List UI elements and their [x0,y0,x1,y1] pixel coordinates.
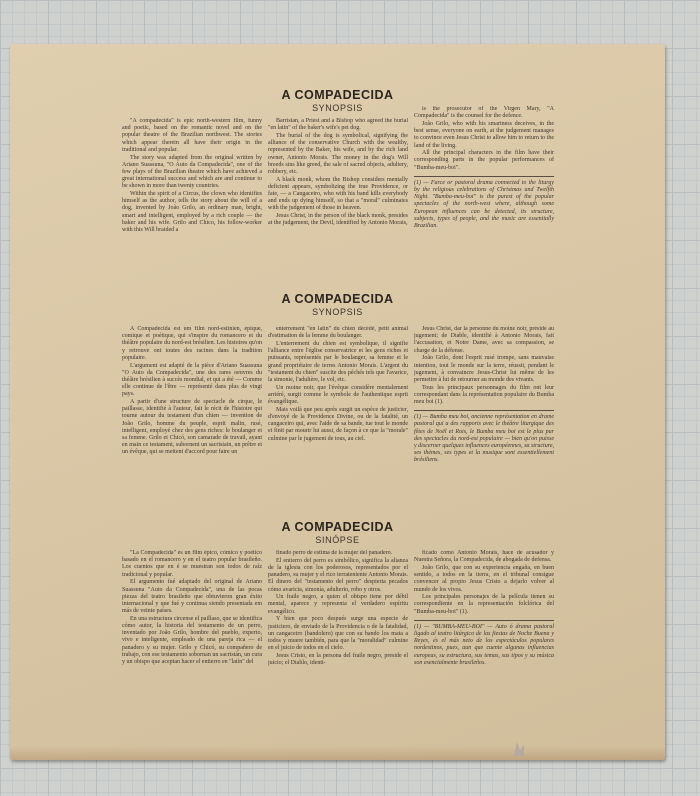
paragraph: is the prosecutor of the Virgen Mary, "A Compadecida" is the counsel for the defence. [414,106,554,120]
paragraph: Los principales personajes de la película tienen su correspondiente en la representación folclórica del "Bumba-meu-boi" (1). [414,594,554,615]
paragraph: Jesus Cristo, en la persona del fraile negro, preside el juicio; el Diablo, identi- [268,652,408,667]
paragraph: Barristan, a Priest and a Bishop who agreed the burial "en latin" of the baker's wife's pet dog. [268,118,408,132]
english-column-1 [122,118,262,300]
paragraph: A black monk, whom the Bishop considers mentally deficient appears, symbolizing the true Providence, or fate, — a Cangaceiro, who with his band kills everybody and ends up dying himself, so that a "moral" culminates with the judgement of those in heaven. [268,176,408,212]
paragraph: A Compadecida est um film nord-estinien, épique, comique et poétique, qui s'inspire du romancero et du théâtre populaire du nord-est brésilien. Les histoires qu'on y retrouve ont toutes des racines dans la tradition populaire. [122,326,262,361]
footnote: (1) — Farce or pastoral drama connected to the liturgy by the religious celebrations of Christmas and Twelfth Night. "Bumba-meu-boi" is the purest of the popular spectacles of the north-west where, although some European influences can be detected, its structure, subjects, types of people, and the music are essentially Brazilian. [414,176,554,230]
paragraph: El entierro del perro es simbólico, significa la alianza de la iglesia con los poderosos, representados por el panadero, su mujer y el rico terrateniente Antonio Morais. El dinero del "testamento del perro" despierta pecados cómo avaricia, simonía, adulterio, robo y otros. [268,557,408,593]
section-subtitle-french: SYNOPSIS [312,307,363,317]
paragraph: Jesus Christ, in the person of the black monk, presides at the judgement, the Devil, identified by Antonio Morais, [268,213,408,227]
paragraph: enterrement "en latin" du chien décédé, petit animal d'estimation de la femme du boulanger. [268,326,408,340]
paragraph: El argumento fué adaptado del original de Ariano Suassuna "Auto da Compadecida", una de las pocas piezas del teatro brasileño que obtuvieron gran éxito internacional y que fué y continua siendo presentada em más de veinte países. [122,579,262,615]
paragraph: Un moine noir, que l'évêque considère mentalement arriéré, surgit comme le symbole de l'authentique esprit évangélique. [268,384,408,406]
section-subtitle-english: SYNOPSIS [312,103,363,113]
french-column-2 [268,326,408,516]
paragraph: Un fraile negro, a quien el obispo tiene por débil mental, aparece y representa el verdadero espíritu evangélico. [268,594,408,615]
paragraph: The burial of the dog is symbolical, signifying the alliance of the conservative Church with the wealthy, represented by the Baker, his wife, and by the rich land owner, Antonio Morais. The money in the dog's Will breeds sins like greed, the sale of sacred objects, adultery, robbery, etc. [268,132,408,175]
paragraph: Mais voilà que peu après surgit un espèce de justicier, d'envoyé de la Providence Divine, ou de la fatalité, un cangaceiro qui, avec l'aide de sa bande, tue tout le monde et finit par mourir lui aussi, de façon à ce que la "morale" culmine par le jugement de tous, au ciel. [268,406,408,442]
section-title-spanish: A COMPADECIDA [281,520,394,534]
footnote: (1) — Bumba meu boi, ancienne représentation en drame pastoral qui a des rapports avec le théâtre liturgique des fêtes de Noël et Rois, le Bumba meu boi est le plus pur des spectacles du nord-est populaire — bien qu'on puisse y discerner quelques influences européennes, sa structure, ses thèmes, ses types et la musique sont essentiellement brésiliens. [414,410,554,464]
paragraph: João Grilo, dont l'esprit rusé trompe, sans mauvaise intention, tout le monde sur la terre, réussit, pendant le jugement, à convaincre Jesus-Christ lui même de les permettre à lui de retourner au monde des vivants. [414,355,554,383]
section-subtitle-spanish: SINÓPSE [315,535,360,545]
section-title-english: A COMPADECIDA [281,88,394,102]
paragraph: En una estructura circense el paillaso, que se identifica cómo autor, la historia del testamento de un perro, inventado por João Grilo, hombre del pueblo, experto, vivo e inteligente, empleado de una pareja rica — el panadero y su mujer. Grilo y Chicó, su compañero de trabajo, con ese testamento sobornan un sacristán, un cura y un obispo que aceptan hacer el entierro en "latín" del [122,615,262,666]
paragraph: João Grilo, que con su experiencia engaña, en buen sentido, a todos en la tierra, en el tribunal consigue convencer al propio Jesus Cristo a dejarlo volver al mundo de los vivos. [414,564,554,593]
french-column-1 [122,326,262,516]
paragraph: João Grilo, who with his smartness deceives, in the best sense, everyone on earth, at the judgement manages to convince even Jesus Christ to allow him to return to the land of the living. [414,120,554,149]
paragraph: ficado como Antonio Morais, hace de acusador y Nuestra Señora, la Compadecida, de abogada de defensa. [414,550,554,564]
spanish-column-1 [122,550,262,746]
paragraph: Jesus Christ, dar la personne du moine noir, préside au jugement; de Diable, identifié à Antonio Morais, fait l'accusation, et Notre Dame, avec sa compassion, se charge de la défense. [414,326,554,354]
section-title-french: A COMPADECIDA [281,292,394,306]
paragraph: Y bien que poco después surge una especie de justiciero, de enviado de la Providencia o de la fatalidad, un cangaceiro (bandolero) que con su bando los mata a todos y muere también, para que la "moralidad" culmine en el juicio de todos en el cielo. [268,616,408,652]
paragraph: L'argument est adapté de la pièce d'Ariano Suassuna "O Auto da Compadecida", une des rares oeuvres du théâtre brésilien à succès mondial, et qui a été — Comme elle continue de l'être — représenté dans plus de vingt pays. [122,362,262,398]
french-column-3 [414,326,554,516]
paragraph: Tous les principaux personnages du film ont leur correspondant dans la représentation populaire du Bumba meu boi (1). [414,384,554,406]
paragraph: All the principal characters in the film have their corresponding parts in the popular performances of "Bumba-meu-boi". [414,150,554,171]
footnote: (1) — "BUMBA-MEU-BOI" — Auto ó drama pastoral ligado al teatro litúrgico de las fiestas de Noche Buena y Reyes, és el más neto de los espectáculos populares nordestinos, pues, aun que cuente algunas influencias europeas, su estructura, sus temas, sus tipos y su música son esencialmente brasileños. [414,620,554,667]
paragraph: finado perro de estima de la mujer del panadero. [276,550,393,556]
spanish-column-2 [268,550,408,746]
paragraph: Within the spirit of a Circus, the clown who identifies himself as the author, tells the story about the will of a dog, invented by João Grilo, an ordinary man, bright, smart and intelligent, employed by a rich couple — the baker and his wife. Grilo and Chico, his follow-worker with this Will braided a [122,191,262,234]
paragraph: "La Compadecida" és un film épico, cómico y poético basado en el romancero y en el teatro popular brasileño. Los cuentos que en é se muestran son todos de raíz tradicional y popular. [122,550,262,578]
paragraph: L'enterrement du chien est symbolique, il signifie l'alliance entre l'église conservatrice et les gens riches et puissants, représentés par le boulanger, sa femme et le grand propriétaire de terres Antonio Morais. L'argent du "testament du chien" suscite des péchés tels que l'avarice, la simonie, l'adultère, le vol, etc. [268,340,408,383]
paragraph: A partir d'une structure de spectacle de cirque, le paillasse, identifié à l'auteur, fait le récit de l'histoire qui tourne autour du testament d'un chien — invention de João Grilo, homme du peuple, esprit malin, rusé, intelligent, employé chez des gens riches: le boulanger et sa femme. Grilo et Chicó, son camarade de travail, ayant en main ce testament, subornent un sacristain, un prêtre et un évêque, qui se mettent d'accord pour faire un [122,399,262,456]
spanish-column-3 [414,550,554,746]
paragraph: The story was adapted from the original written by Ariano Suassuna, "O Auto da Compadecida", one of the few plays of the Brazilian theatre which have achieved a great international success and which are and continue to be shown in more than twenty countries. [122,154,262,190]
english-column-2 [268,118,408,300]
english-column-3 [414,106,554,300]
document-sheet [10,44,665,760]
paragraph: "A compadecida" is epic north-western film, funny and poetic, based on the romantic novel and on the popular theatre of the Brazilian northwest. The stories which appear therein all have their origin in the traditional and popular. [122,118,262,153]
paper-edge-stain [10,746,665,760]
